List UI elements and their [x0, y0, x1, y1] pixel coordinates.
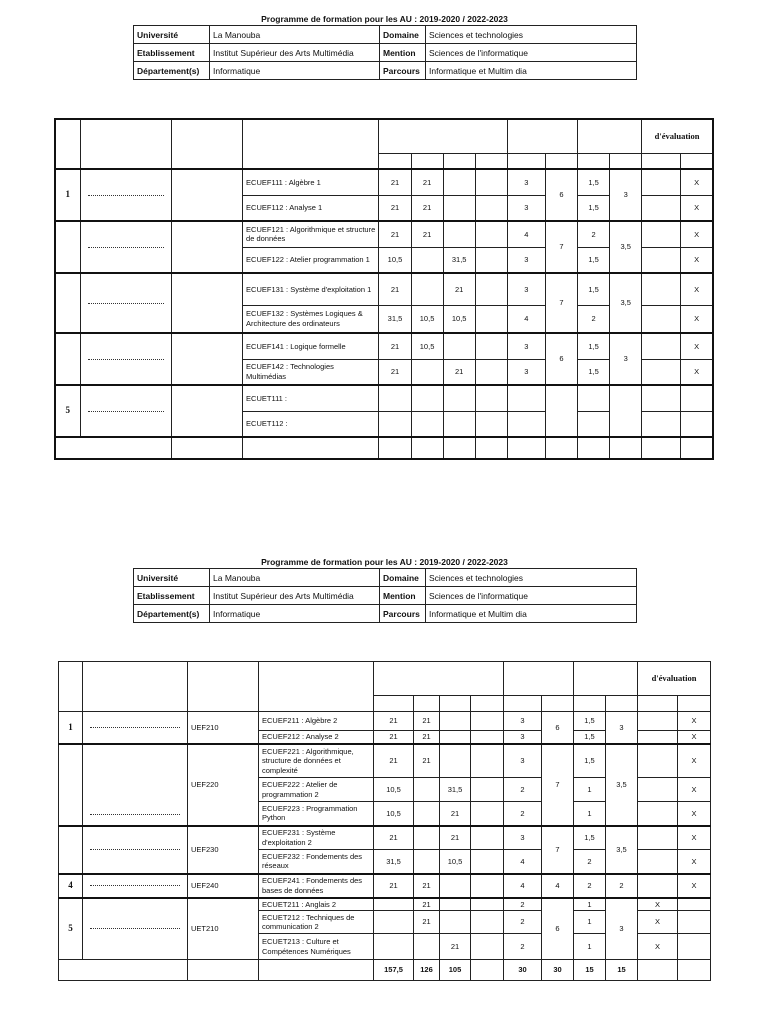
ue-coefficient: 3,5 — [610, 221, 642, 273]
ecue-credits: 4 — [507, 221, 545, 247]
tp-hours — [440, 712, 471, 731]
eval-continuous — [642, 385, 681, 411]
eval-mixed: X — [678, 826, 711, 850]
eval-continuous: X — [638, 934, 678, 960]
tp-hours — [440, 874, 471, 898]
etablissement-value: Institut Supérieur des Arts Multimédia — [210, 44, 380, 62]
ecue-coefficient: 1,5 — [574, 731, 606, 744]
ecue-coefficient — [578, 385, 610, 411]
domaine-value: Sciences et technologies — [426, 569, 637, 587]
ci-hours — [471, 712, 504, 731]
eval-continuous — [642, 333, 681, 359]
ecue-label: ECUET212 : Techniques de communication 2 — [259, 911, 374, 934]
total-ecue-coefficient: 15 — [574, 960, 606, 981]
ecue-label: ECUEF212 : Analyse 2 — [259, 731, 374, 744]
ue-credits — [545, 385, 577, 437]
ci-hours — [475, 169, 507, 195]
ecue-coefficient: 1,5 — [578, 169, 610, 195]
td-hours — [414, 778, 440, 802]
cours-hours: 10,5 — [379, 247, 411, 273]
ecue-coefficient — [578, 411, 610, 437]
table-row — [59, 874, 711, 898]
td-hours: 21 — [414, 874, 440, 898]
dotted-line — [88, 195, 164, 196]
tp-hours — [443, 385, 475, 411]
totals-row — [59, 960, 711, 981]
eval-mixed: X — [681, 221, 713, 247]
ecue-coefficient: 2 — [574, 874, 606, 898]
td-hours — [411, 359, 443, 385]
eval-mixed: X — [678, 744, 711, 778]
eval-continuous — [638, 731, 678, 744]
tp-hours — [440, 731, 471, 744]
cours-hours — [379, 385, 411, 411]
ecue-coefficient: 2 — [578, 305, 610, 333]
universite-value: La Manouba — [210, 569, 380, 587]
eval-mixed: X — [678, 850, 711, 874]
eval-mixed: X — [678, 778, 711, 802]
ecue-label: ECUEF211 : Algèbre 2 — [259, 712, 374, 731]
td-hours: 21 — [414, 898, 440, 911]
ue-credits: 6 — [545, 333, 577, 385]
ue-credits: 7 — [542, 744, 574, 826]
ecue-coefficient: 1 — [574, 934, 606, 960]
eval-continuous — [642, 195, 681, 221]
tp-hours: 21 — [443, 273, 475, 305]
mention-value: Sciences de l'informatique — [426, 587, 637, 605]
eval-continuous — [642, 273, 681, 305]
cours-hours: 21 — [374, 712, 414, 731]
td-hours — [411, 411, 443, 437]
mention-label: Mention — [380, 587, 426, 605]
table-row — [55, 221, 713, 247]
cours-hours: 10,5 — [374, 778, 414, 802]
td-hours — [411, 247, 443, 273]
cours-hours: 31,5 — [379, 305, 411, 333]
ecue-label: ECUET111 : — [243, 385, 379, 411]
ecue-label: ECUEF111 : Algèbre 1 — [243, 169, 379, 195]
ecue-coefficient: 1 — [574, 898, 606, 911]
ue-number: 5 — [59, 898, 83, 960]
mention-value: Sciences de l'informatique — [426, 44, 637, 62]
eval-continuous — [638, 744, 678, 778]
ecue-credits: 4 — [504, 850, 542, 874]
eval-mixed: X — [681, 333, 713, 359]
eval-mixed: X — [681, 247, 713, 273]
departement-label: Département(s) — [134, 62, 210, 80]
cours-hours: 21 — [374, 744, 414, 778]
cours-hours — [374, 911, 414, 934]
ue-coefficient: 3 — [606, 712, 638, 744]
ue-credits: 7 — [542, 826, 574, 874]
tp-hours — [443, 333, 475, 359]
ecue-credits: 3 — [507, 169, 545, 195]
ecue-credits: 3 — [504, 712, 542, 731]
eval-continuous — [642, 247, 681, 273]
ue-credits: 7 — [545, 221, 577, 273]
ecue-coefficient: 1,5 — [574, 744, 606, 778]
eval-continuous — [638, 874, 678, 898]
ue-coefficient: 2 — [606, 874, 638, 898]
ci-hours — [475, 195, 507, 221]
departement-value: Informatique — [210, 605, 380, 623]
ci-hours — [471, 911, 504, 934]
ecue-label: ECUEF121 : Algorithmique et structure de données — [243, 221, 379, 247]
td-hours — [414, 934, 440, 960]
eval-mixed — [681, 411, 713, 437]
ecue-coefficient: 1 — [574, 911, 606, 934]
ecue-label: ECUEF231 : Système d'exploitation 2 — [259, 826, 374, 850]
parcours-label: Parcours — [380, 62, 426, 80]
departement-label: Département(s) — [134, 605, 210, 623]
ci-hours — [475, 273, 507, 305]
tp-hours: 10,5 — [443, 305, 475, 333]
dotted-line — [90, 928, 180, 929]
ecue-credits: 2 — [504, 778, 542, 802]
tp-hours — [443, 195, 475, 221]
tp-hours: 10,5 — [440, 850, 471, 874]
ecue-coefficient: 1 — [574, 802, 606, 826]
eval-mixed: X — [681, 195, 713, 221]
tp-hours — [443, 169, 475, 195]
ue-number: 1 — [59, 712, 83, 744]
ci-hours — [471, 826, 504, 850]
ci-hours — [471, 874, 504, 898]
table-row — [59, 744, 711, 778]
cours-hours: 10,5 — [374, 802, 414, 826]
ecue-credits: 4 — [504, 874, 542, 898]
eval-mixed: X — [678, 802, 711, 826]
ue-number: 4 — [59, 874, 83, 898]
td-hours: 21 — [414, 712, 440, 731]
course-table-semester-1 — [54, 118, 714, 460]
ue-credits: 6 — [545, 169, 577, 221]
tp-hours: 31,5 — [443, 247, 475, 273]
ci-hours — [471, 744, 504, 778]
ue-coefficient: 3 — [606, 898, 638, 960]
table-row — [59, 898, 711, 911]
ecue-credits: 4 — [507, 305, 545, 333]
ue-code: UEF240 — [188, 874, 259, 898]
table-row — [59, 712, 711, 731]
ecue-label: ECUEF232 : Fondements des réseaux — [259, 850, 374, 874]
eval-mixed: X — [678, 712, 711, 731]
ci-hours — [475, 385, 507, 411]
ecue-label: ECUEF142 : Technologies Multimédias — [243, 359, 379, 385]
cours-hours: 21 — [379, 333, 411, 359]
eval-continuous — [642, 305, 681, 333]
cours-hours: 21 — [379, 273, 411, 305]
ue-coefficient: 3,5 — [610, 273, 642, 333]
dotted-line — [90, 727, 180, 728]
ecue-credits — [507, 385, 545, 411]
ci-hours — [471, 850, 504, 874]
cours-hours — [374, 934, 414, 960]
ecue-credits: 2 — [504, 934, 542, 960]
page-title: Programme de formation pour les AU : 2019-2020 / 2022-2023 — [261, 14, 508, 24]
ecue-credits: 3 — [504, 744, 542, 778]
td-hours — [414, 826, 440, 850]
eval-continuous — [642, 221, 681, 247]
ecue-label: ECUEF221 : Algorithmique, structure de données et complexité — [259, 744, 374, 778]
eval-continuous — [642, 359, 681, 385]
ecue-credits: 2 — [504, 898, 542, 911]
eval-continuous — [638, 802, 678, 826]
tp-hours — [440, 911, 471, 934]
table-row — [59, 826, 711, 850]
ue-credits: 6 — [542, 898, 574, 960]
ue-code: UEF210 — [188, 712, 259, 744]
mention-label: Mention — [380, 44, 426, 62]
page-title: Programme de formation pour les AU : 2019-2020 / 2022-2023 — [261, 557, 508, 567]
ecue-coefficient: 1 — [574, 778, 606, 802]
eval-mixed: X — [681, 169, 713, 195]
ci-hours — [471, 898, 504, 911]
domaine-value: Sciences et technologies — [426, 26, 637, 44]
cours-hours: 21 — [374, 874, 414, 898]
eval-mixed: X — [681, 359, 713, 385]
domaine-label: Domaine — [380, 569, 426, 587]
course-table-semester-2 — [58, 661, 711, 981]
td-hours: 21 — [414, 744, 440, 778]
ecue-credits: 2 — [504, 911, 542, 934]
tp-hours — [443, 411, 475, 437]
ecue-credits: 3 — [507, 247, 545, 273]
ue-coefficient: 3,5 — [606, 744, 638, 826]
ci-hours — [475, 221, 507, 247]
ue-coefficient: 3 — [610, 333, 642, 385]
etablissement-value: Institut Supérieur des Arts Multimédia — [210, 587, 380, 605]
ci-hours — [475, 411, 507, 437]
cours-hours: 31,5 — [374, 850, 414, 874]
ue-coefficient: 3 — [610, 169, 642, 221]
universite-value: La Manouba — [210, 26, 380, 44]
total-tp: 105 — [440, 960, 471, 981]
ecue-label: ECUEF112 : Analyse 1 — [243, 195, 379, 221]
ci-hours — [475, 305, 507, 333]
eval-mixed: X — [681, 273, 713, 305]
ecue-coefficient: 1,5 — [578, 273, 610, 305]
ecue-credits — [507, 411, 545, 437]
dotted-line — [88, 247, 164, 248]
ci-hours — [475, 333, 507, 359]
ecue-label: ECUEF122 : Atelier programmation 1 — [243, 247, 379, 273]
cours-hours: 21 — [379, 221, 411, 247]
etablissement-label: Etablissement — [134, 44, 210, 62]
ecue-label: ECUEF241 : Fondements des bases de données — [259, 874, 374, 898]
parcours-label: Parcours — [380, 605, 426, 623]
ue-number: 5 — [55, 385, 80, 437]
ecue-label: ECUEF223 : Programmation Python — [259, 802, 374, 826]
ecue-label: ECUET211 : Anglais 2 — [259, 898, 374, 911]
ecue-coefficient: 2 — [574, 850, 606, 874]
cours-hours — [374, 898, 414, 911]
eval-continuous — [642, 411, 681, 437]
eval-continuous — [638, 712, 678, 731]
ecue-coefficient: 2 — [578, 221, 610, 247]
td-hours: 21 — [411, 221, 443, 247]
td-hours — [414, 802, 440, 826]
dotted-line — [90, 885, 180, 886]
eval-continuous — [638, 778, 678, 802]
td-hours: 10,5 — [411, 305, 443, 333]
ecue-coefficient: 1,5 — [574, 712, 606, 731]
total-ci — [471, 960, 504, 981]
ecue-label: ECUEF132 : Systèmes Logiques & Architecture des ordinateurs — [243, 305, 379, 333]
eval-continuous — [638, 826, 678, 850]
eval-mixed — [678, 934, 711, 960]
evaluation-header: d'évaluation — [638, 662, 711, 696]
ci-hours — [471, 802, 504, 826]
ci-hours — [471, 778, 504, 802]
table-row — [55, 273, 713, 305]
tp-hours: 21 — [440, 826, 471, 850]
ci-hours — [475, 359, 507, 385]
total-ue-credits: 30 — [542, 960, 574, 981]
ecue-coefficient: 1,5 — [578, 359, 610, 385]
td-hours — [411, 273, 443, 305]
table-row — [55, 333, 713, 359]
ecue-label: ECUEF222 : Atelier de programmation 2 — [259, 778, 374, 802]
evaluation-header: d'évaluation — [642, 119, 713, 153]
cours-hours: 21 — [379, 359, 411, 385]
domaine-label: Domaine — [380, 26, 426, 44]
program-header-table — [133, 25, 637, 80]
td-hours — [414, 850, 440, 874]
totals-row — [55, 437, 713, 459]
ue-coefficient: 3,5 — [606, 826, 638, 874]
ue-credits: 7 — [545, 273, 577, 333]
tp-hours: 21 — [440, 934, 471, 960]
ecue-coefficient: 1,5 — [578, 247, 610, 273]
ecue-coefficient: 1,5 — [574, 826, 606, 850]
eval-mixed — [678, 911, 711, 934]
ue-code: UEF230 — [188, 826, 259, 874]
dotted-line — [90, 849, 180, 850]
dotted-line — [88, 303, 164, 304]
ecue-coefficient: 1,5 — [578, 195, 610, 221]
cours-hours: 21 — [379, 195, 411, 221]
dotted-line — [90, 814, 180, 815]
departement-value: Informatique — [210, 62, 380, 80]
eval-continuous: X — [638, 911, 678, 934]
tp-hours: 31,5 — [440, 778, 471, 802]
cours-hours: 21 — [374, 826, 414, 850]
table-row — [55, 169, 713, 195]
universite-label: Université — [134, 26, 210, 44]
dotted-line — [88, 411, 164, 412]
td-hours: 10,5 — [411, 333, 443, 359]
eval-mixed: X — [678, 874, 711, 898]
ecue-credits: 2 — [504, 802, 542, 826]
total-td: 126 — [414, 960, 440, 981]
tp-hours — [440, 898, 471, 911]
total-cours: 157,5 — [374, 960, 414, 981]
ecue-label: ECUEF131 : Système d'exploitation 1 — [243, 273, 379, 305]
ecue-label: ECUET112 : — [243, 411, 379, 437]
ecue-label: ECUEF141 : Logique formelle — [243, 333, 379, 359]
cours-hours: 21 — [374, 731, 414, 744]
ci-hours — [471, 731, 504, 744]
universite-label: Université — [134, 569, 210, 587]
ue-coefficient — [610, 385, 642, 437]
ue-code: UEF220 — [188, 744, 259, 826]
tp-hours — [440, 744, 471, 778]
tp-hours: 21 — [443, 359, 475, 385]
ecue-credits: 3 — [507, 273, 545, 305]
eval-continuous: X — [638, 898, 678, 911]
td-hours: 21 — [411, 195, 443, 221]
ecue-credits: 3 — [507, 333, 545, 359]
ue-credits: 6 — [542, 712, 574, 744]
td-hours: 21 — [414, 731, 440, 744]
ue-code: UET210 — [188, 898, 259, 960]
ue-number: 1 — [55, 169, 80, 221]
parcours-value: Informatique et Multim dia — [426, 605, 637, 623]
ci-hours — [475, 247, 507, 273]
program-header-table — [133, 568, 637, 623]
eval-continuous — [638, 850, 678, 874]
etablissement-label: Etablissement — [134, 587, 210, 605]
ecue-credits: 3 — [507, 195, 545, 221]
ecue-credits: 3 — [507, 359, 545, 385]
td-hours — [411, 385, 443, 411]
eval-continuous — [642, 169, 681, 195]
ci-hours — [471, 934, 504, 960]
ecue-credits: 3 — [504, 826, 542, 850]
table-row — [55, 385, 713, 411]
parcours-value: Informatique et Multim dia — [426, 62, 637, 80]
dotted-line — [88, 359, 164, 360]
eval-mixed: X — [681, 305, 713, 333]
total-ue-coefficient: 15 — [606, 960, 638, 981]
tp-hours — [443, 221, 475, 247]
ue-credits: 4 — [542, 874, 574, 898]
ecue-coefficient: 1,5 — [578, 333, 610, 359]
eval-mixed — [678, 898, 711, 911]
td-hours: 21 — [414, 911, 440, 934]
cours-hours: 21 — [379, 169, 411, 195]
eval-mixed: X — [678, 731, 711, 744]
ecue-credits: 3 — [504, 731, 542, 744]
tp-hours: 21 — [440, 802, 471, 826]
total-ecue-credits: 30 — [504, 960, 542, 981]
eval-mixed — [681, 385, 713, 411]
cours-hours — [379, 411, 411, 437]
td-hours: 21 — [411, 169, 443, 195]
ecue-label: ECUET213 : Culture et Compétences Numériques — [259, 934, 374, 960]
